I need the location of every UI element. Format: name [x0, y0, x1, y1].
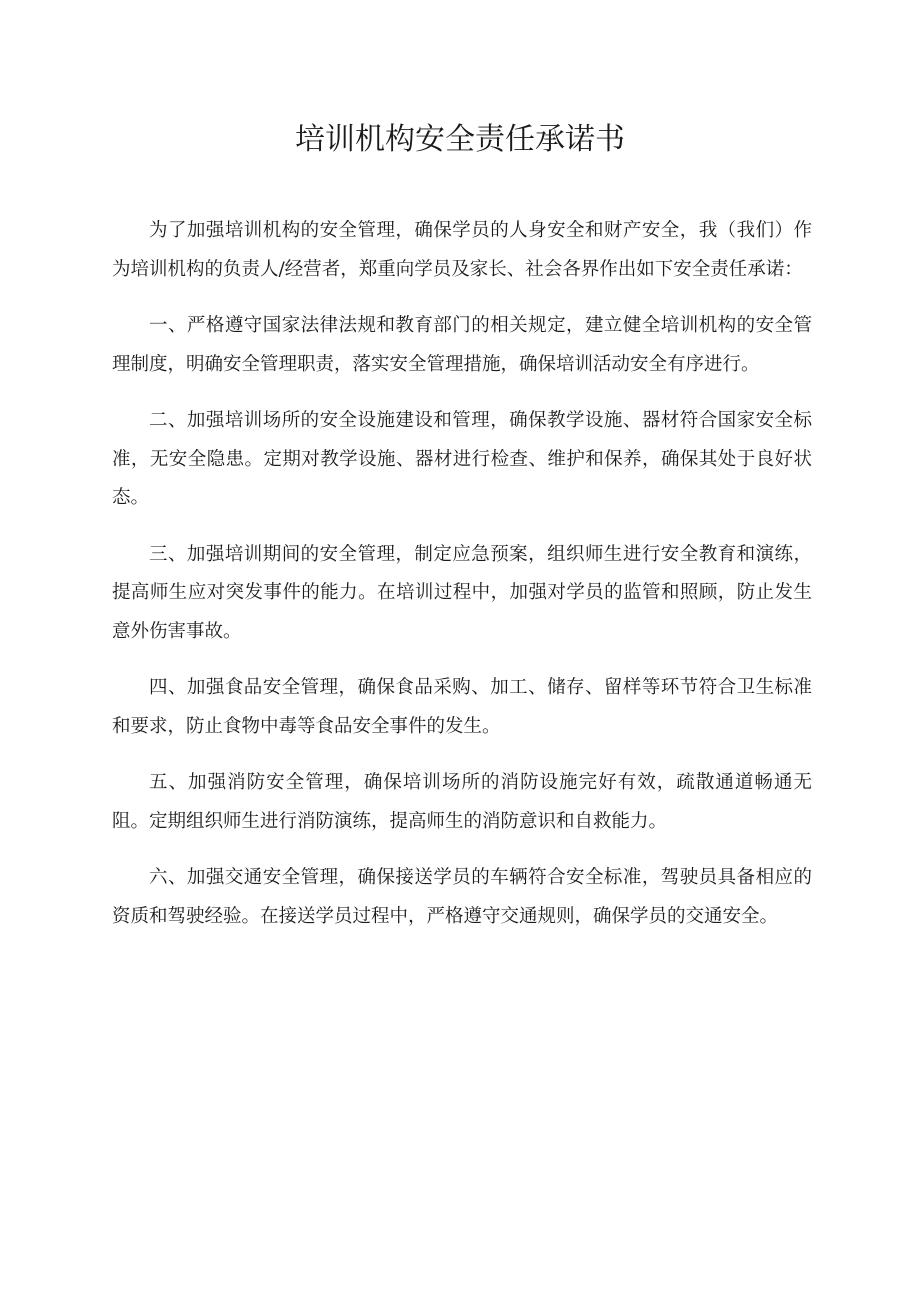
paragraph-item-3: 三、加强培训期间的安全管理，制定应急预案，组织师生进行安全教育和演练，提高师生应对突发事件的能力。在培训过程中，加强对学员的监管和照顾，防止发生意外伤害事故。	[112, 543, 812, 642]
paragraph-intro: 为了加强培训机构的安全管理，确保学员的人身安全和财产安全，我（我们）作为培训机构的负责人/经营者，郑重向学员及家长、社会各界作出如下安全责任承诺：	[112, 220, 812, 280]
document-body	[112, 212, 812, 954]
document-title: 培训机构安全责任承诺书	[295, 122, 625, 157]
paragraph-item-1: 一、严格遵守国家法律法规和教育部门的相关规定，建立健全培训机构的安全管理制度，明确安全管理职责，落实安全管理措施，确保培训活动安全有序进行。	[112, 315, 812, 375]
paragraph-item-5: 五、加强消防安全管理，确保培训场所的消防设施完好有效，疏散通道畅通无阻。定期组织师生进行消防演练，提高师生的消防意识和自救能力。	[112, 772, 812, 832]
paragraph-item-2: 二、加强培训场所的安全设施建设和管理，确保教学设施、器材符合国家安全标准，无安全隐患。定期对教学设施、器材进行检查、维护和保养，确保其处于良好状态。	[112, 410, 812, 508]
paragraph-item-4: 四、加强食品安全管理，确保食品采购、加工、储存、留样等环节符合卫生标准和要求，防止食物中毒等食品安全事件的发生。	[112, 677, 812, 737]
paragraph-item-6: 六、加强交通安全管理，确保接送学员的车辆符合安全标准，驾驶员具备相应的资质和驾驶经验。在接送学员过程中，严格遵守交通规则，确保学员的交通安全。	[112, 867, 812, 927]
